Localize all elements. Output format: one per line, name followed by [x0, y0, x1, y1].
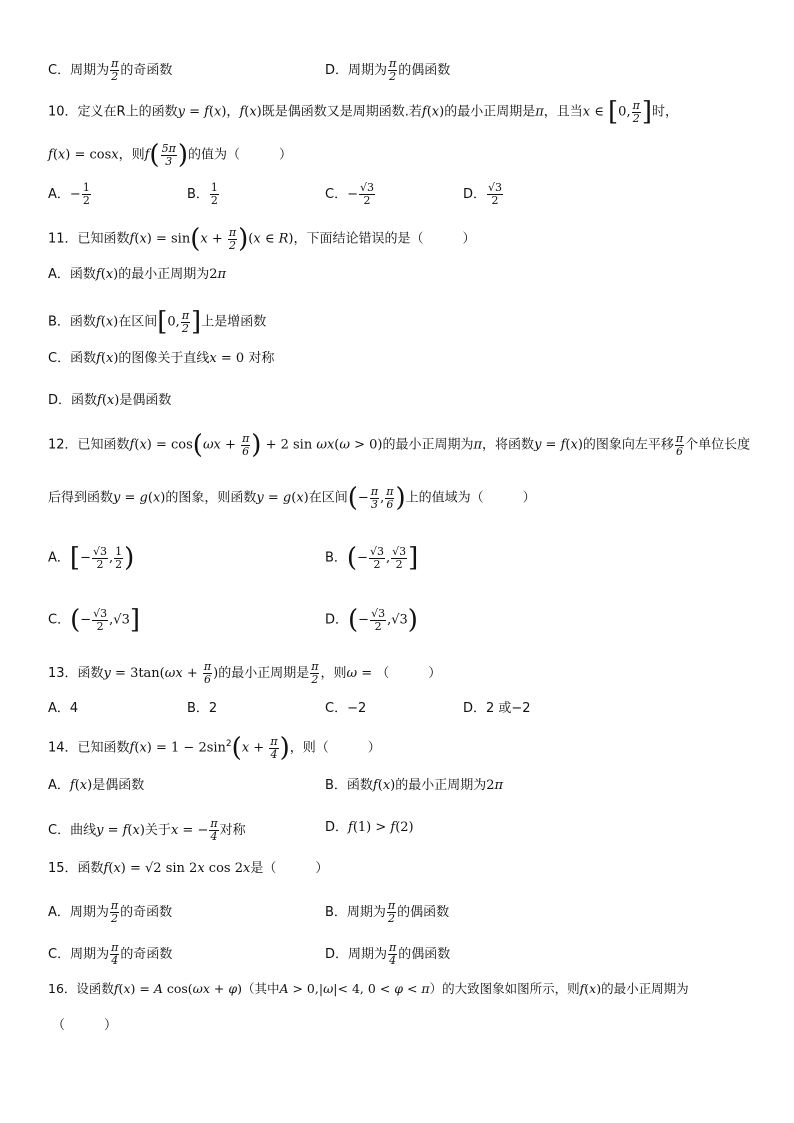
q10-option-d: D． $\frac{√3}{2}$ — [463, 181, 503, 207]
q13-stem: 13．函数y = 3tan(ωx + $\frac{\pi}{6}$ )的最小正周期是 $\frac{\pi}{2}$ ，则ω = （ ） — [48, 660, 442, 686]
q11-option-b: B．函数f(x)在区间[0, $\frac{\pi}{2}$ ]上是增函数 — [48, 307, 267, 337]
pi-over-2: $\frac{\pi}{2}$ — [111, 57, 119, 83]
q12-stem-line1: 12．已知函数f(x) = cos(ωx + $\frac{\pi}{6}$ ) + 2 sin ωx(ω > 0)的最小正周期为π，将函数y = f(x)的图象向左平移 $\frac{\pi}{6}$ 个单位长度 — [48, 430, 751, 460]
q14-option-c: C．曲线y = f(x)关于x = − $\frac{\pi}{4}$ 对称 — [48, 817, 246, 843]
q10-option-a: A．− $\frac{1}{2}$ — [48, 181, 90, 207]
q10-stem-line2: f(x) = cosx，则f( $\frac{5\pi}{3}$ )的值为（ ） — [48, 140, 292, 170]
q11-option-c: C．函数f(x)的图像关于直线x = 0 对称 — [48, 351, 275, 366]
q11-stem: 11．已知函数f(x) = sin(x + $\frac{\pi}{2}$ )(x ∈ R)，下面结论错误的是（ ） — [48, 224, 476, 254]
q13-option-c: C．−2 — [325, 701, 367, 716]
q12-option-c: C．(− $\frac{√3}{2}$ ,√3] — [48, 605, 140, 635]
q10-option-b: B． $\frac{1}{2}$ — [187, 181, 218, 207]
q13-option-d: D．2 或−2 — [463, 701, 531, 716]
q9-option-c: C．周期为 $\frac{\pi}{2}$ 的奇函数 — [48, 57, 173, 83]
pi-over-2: $\frac{\pi}{2}$ — [389, 57, 397, 83]
q10-stem-line1: 10．定义在R上的函数y = f(x)，f(x)既是偶函数又是周期函数.若f(x)的最小正周期是π，且当x ∈ [0, $\frac{\pi}{2}$ ]时， — [48, 97, 678, 127]
q15-option-c: C．周期为 $\frac{\pi}{4}$ 的奇函数 — [48, 941, 173, 967]
q15-option-b: B．周期为 $\frac{\pi}{2}$ 的偶函数 — [325, 899, 450, 925]
q13-option-b: B．2 — [187, 701, 218, 716]
q13-option-a: A．4 — [48, 701, 79, 716]
q10-option-c: C．− $\frac{√3}{2}$ — [325, 181, 374, 207]
q9-option-d: D．周期为 $\frac{\pi}{2}$ 的偶函数 — [325, 57, 451, 83]
q15-stem: 15．函数f(x) = √2 sin 2x cos 2x是（ ） — [48, 861, 329, 876]
q12-stem-line2: 后得到函数y = g(x)的图象，则函数y = g(x)在区间(− $\frac{\pi}{3}$ , $\frac{\pi}{6}$ )上的值域为（ ） — [48, 483, 536, 513]
q15-option-a: A．周期为 $\frac{\pi}{2}$ 的奇函数 — [48, 899, 173, 925]
q14-option-d: D．f(1) > f(2) — [325, 820, 414, 835]
q11-option-d: D．函数f(x)是偶函数 — [48, 393, 172, 408]
q16-stem-line1: 16．设函数f(x) = A cos(ωx + φ)（其中A > 0,|ω|< 4, 0 < φ < π）的大致图象如图所示，则f(x)的最小正周期为 — [48, 981, 689, 996]
q14-stem: 14．已知函数$f(x) = 1 - 2\sin^2(x$ + $\frac{\pi}{4}$ )，则（ ） — [48, 733, 381, 763]
q11-option-a: A．函数f(x)的最小正周期为2π — [48, 267, 227, 282]
q12-option-b: B．(− $\frac{√3}{2}$ , $\frac{√3}{2}$ ] — [325, 543, 419, 573]
q12-option-a: A．[− $\frac{√3}{2}$ , $\frac{1}{2}$ ) — [48, 543, 135, 573]
q15-option-d: D．周期为 $\frac{\pi}{4}$ 的偶函数 — [325, 941, 451, 967]
q14-option-a: A．f(x)是偶函数 — [48, 778, 145, 793]
q14-option-b: B．函数f(x)的最小正周期为2π — [325, 778, 504, 793]
q12-option-d: D．(− $\frac{√3}{2}$ ,√3) — [325, 605, 418, 635]
q16-stem-line2: （ ） — [52, 1018, 118, 1033]
